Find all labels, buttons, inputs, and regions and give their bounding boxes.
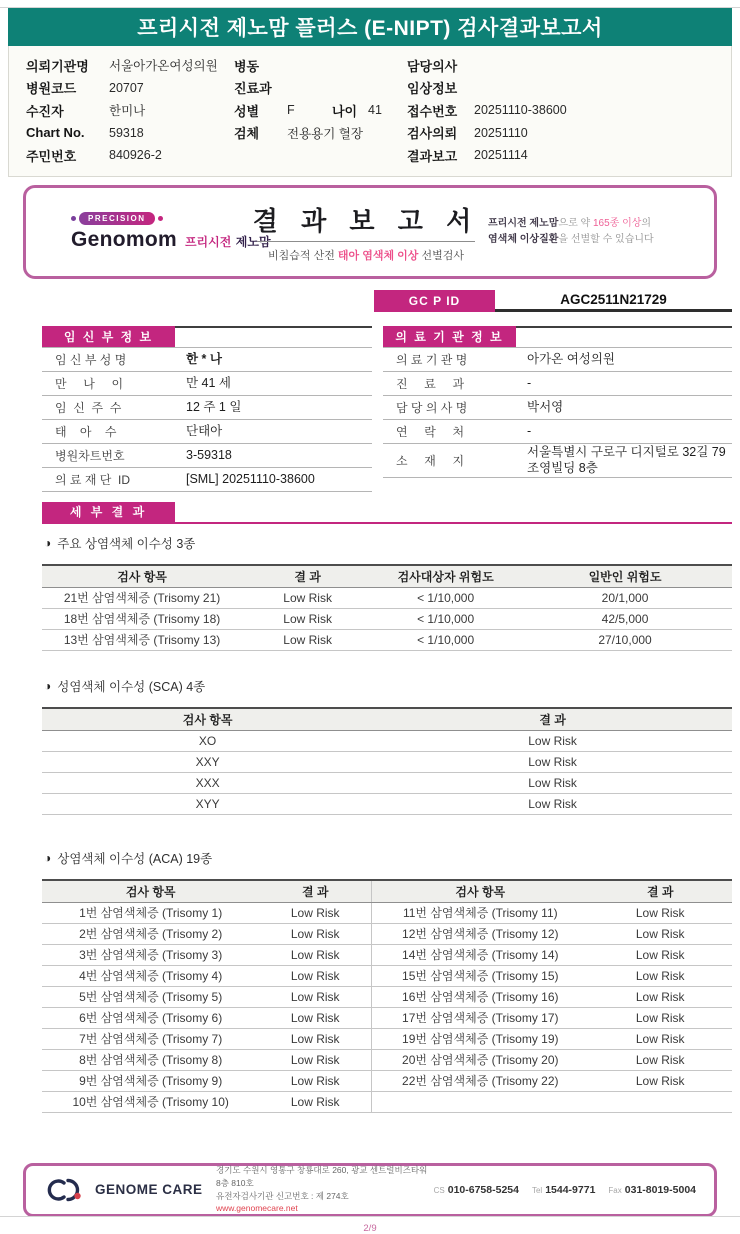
table-cell: Low Risk [635, 1073, 685, 1088]
table-cell: Low Risk [635, 989, 685, 1004]
field-label: 진료과 [234, 81, 272, 97]
report-headline [244, 201, 488, 263]
table-cell: 12번 삼염색체증 (Trisomy 12) [371, 924, 588, 944]
table-cell: - [527, 423, 532, 438]
table-row [42, 773, 732, 794]
table-cell: 22번 삼염색체증 (Trisomy 22) [371, 1071, 588, 1091]
table-cell: 소 재 지 [396, 453, 465, 468]
table-body [42, 903, 732, 1113]
table-cell: Low Risk [528, 775, 577, 790]
table-row [383, 372, 732, 396]
main-aneuploidy-subtitle [44, 534, 740, 552]
table-row [42, 468, 372, 492]
column-header: 결 과 [646, 884, 674, 899]
column-header: 검사 항목 [182, 712, 233, 727]
table-row [383, 396, 732, 420]
table-cell: Low Risk [290, 968, 340, 983]
patient-info-row [26, 122, 731, 145]
aca-subtitle [44, 849, 740, 867]
tagline-text: 의 [641, 218, 652, 229]
table-row [42, 752, 732, 773]
field-value: 20251110 [474, 125, 528, 140]
table-cell: 3번 삼염색체증 (Trisomy 3) [79, 948, 223, 962]
gcpid-value: AGC2511N21729 [495, 290, 732, 312]
table-row [42, 966, 732, 987]
table-row [42, 609, 732, 630]
precision-badge [71, 212, 244, 225]
table-cell: Low Risk [290, 905, 340, 920]
tagline-bold: 프리시전 제노맘 [488, 218, 559, 229]
table-cell: [SML] 20251110-38600 [186, 471, 315, 486]
table-row [42, 1071, 732, 1092]
table-row [42, 794, 732, 815]
table-cell: Low Risk [635, 1031, 685, 1046]
table-header-row [42, 709, 732, 731]
table-cell: 만 41 세 [186, 375, 231, 390]
table-cell: 의 료 기 관 명 [396, 352, 468, 367]
table-cell: - [527, 375, 532, 390]
table-cell: < 1/10,000 [417, 611, 475, 626]
table-row [42, 945, 732, 966]
half-circle-bullet-icon: ◑ [44, 535, 52, 550]
genomom-logo-text: Genomom [71, 227, 177, 251]
field-label: 병원코드 [26, 81, 77, 97]
contact-value: 031-8019-5004 [624, 1183, 696, 1196]
field-value: 20251114 [474, 148, 528, 163]
patient-info-row [26, 77, 731, 100]
table-cell: Low Risk [290, 947, 340, 962]
headline-divider [257, 241, 475, 242]
table-cell: 8번 삼염색체증 (Trisomy 8) [79, 1053, 223, 1067]
table-cell: 연 락 처 [396, 424, 465, 439]
table-cell: 진 료 과 [396, 376, 465, 391]
table-cell: Low Risk [290, 1052, 340, 1067]
table-header [383, 326, 732, 348]
tagline-bold: 염색체 이상질환 [488, 233, 559, 245]
table-cell: 임 신 부 성 명 [55, 352, 127, 367]
sca-subtitle [44, 677, 740, 695]
logo-sub-dark: 제노맘 [235, 234, 271, 249]
brand-tagline [488, 216, 714, 247]
field-label: Chart No. [26, 125, 85, 141]
table-cell: XO [198, 733, 217, 748]
table-cell: Low Risk [528, 754, 577, 769]
table-row [42, 1029, 732, 1050]
table-cell: Low Risk [635, 1010, 685, 1025]
maternal-info-title: 임 신 부 정 보 [42, 326, 175, 347]
table-cell: 27/10,000 [598, 632, 652, 647]
half-circle-bullet-icon: ◑ [44, 850, 52, 865]
table-cell: 임 신 주 수 [55, 400, 122, 415]
table-cell: Low Risk [635, 947, 685, 962]
table-row [42, 444, 372, 468]
table-cell: 42/5,000 [601, 611, 649, 626]
website-url: www.genomecare.net [216, 1203, 298, 1214]
table-cell: Low Risk [635, 905, 685, 920]
column-header: 일반인 위험도 [588, 569, 662, 584]
footer-box [23, 1163, 717, 1217]
table-cell: < 1/10,000 [417, 590, 475, 605]
table-cell: 19번 삼염색체증 (Trisomy 19) [371, 1029, 588, 1049]
table-header-row [42, 881, 732, 903]
address-line: 경기도 수원시 영통구 창룡대로 260, 광교 센트럴비즈타워 8층 810호 [216, 1165, 428, 1188]
column-header: 검사대상자 위험도 [397, 569, 494, 584]
precision-pill: PRECISION [79, 212, 155, 225]
table-row [42, 348, 372, 372]
contact-block [434, 1184, 696, 1196]
contact-value: 1544-9771 [545, 1183, 596, 1196]
sca-table [42, 707, 732, 815]
table-cell: 11번 삼염색체증 (Trisomy 11) [371, 903, 588, 923]
genome-care-logo-icon [44, 1177, 88, 1203]
registration-line: 유전자검사기관 신고번호 : 제 274호 [216, 1190, 349, 1201]
table-cell: 10번 삼염색체증 (Trisomy 10) [72, 1095, 229, 1109]
column-header: 검사 항목 [371, 881, 588, 902]
table-row [42, 903, 732, 924]
table-cell: Low Risk [290, 1031, 340, 1046]
table-row [42, 1008, 732, 1029]
table-cell: 한 * 나 [186, 351, 222, 366]
column-header: 결 과 [294, 569, 321, 584]
field-label: 주민번호 [26, 148, 77, 164]
table-cell: 20번 삼염색체증 (Trisomy 20) [371, 1050, 588, 1070]
badge-dot-icon [158, 216, 163, 221]
field-label: 성별 [234, 103, 260, 119]
table-body [42, 731, 732, 815]
table-cell: Low Risk [290, 1094, 340, 1109]
table-cell: Low Risk [528, 796, 577, 811]
table-cell: 7번 삼염색체증 (Trisomy 7) [79, 1032, 223, 1046]
tagline-text: 을 선별할 수 있습니다 [558, 233, 654, 245]
table-cell: 21번 삼염색체증 (Trisomy 21) [63, 591, 221, 605]
column-header: 결 과 [539, 712, 566, 727]
table-header [42, 326, 372, 348]
table-cell: 15번 삼염색체증 (Trisomy 15) [371, 966, 588, 986]
clinic-info-body [383, 348, 732, 479]
table-row [42, 1050, 732, 1071]
subsection-title: 주요 상염색체 이수성 3종 [57, 536, 196, 551]
table-row [42, 420, 372, 444]
table-cell: XXX [195, 775, 220, 790]
tagline-text: 으로 약 [558, 218, 593, 229]
genome-care-logo [44, 1177, 216, 1203]
table-cell: 12 주 1 일 [186, 399, 242, 414]
field-value: 전용용기 혈장 [287, 126, 363, 141]
table-cell: 의 료 재 단 ID [55, 472, 131, 487]
maternal-info-table [42, 326, 372, 492]
table-cell: 만 나 이 [55, 376, 124, 391]
field-label: 결과보고 [407, 148, 458, 164]
report-header-box [23, 185, 717, 279]
table-cell: 태 아 수 [55, 424, 117, 439]
table-cell: Low Risk [283, 632, 332, 647]
patient-info-row [26, 144, 731, 167]
table-row [42, 588, 732, 609]
table-header-row [42, 566, 732, 588]
table-cell: Low Risk [635, 968, 685, 983]
table-row [42, 731, 732, 752]
field-value: 840926-2 [109, 148, 162, 163]
field-label: 수진자 [26, 103, 64, 119]
company-name: GENOME CARE [95, 1182, 203, 1197]
table-cell: Low Risk [528, 733, 577, 748]
fax-number [608, 1184, 696, 1196]
table-cell: 9번 삼염색체증 (Trisomy 9) [79, 1074, 223, 1088]
field-value: 서울아가온여성의원 [109, 59, 218, 74]
table-cell: Low Risk [290, 926, 340, 941]
table-row [42, 372, 372, 396]
column-header: 결 과 [301, 884, 329, 899]
table-cell: Low Risk [290, 1073, 340, 1088]
field-label: 담당의사 [407, 58, 458, 74]
contact-label: Fax [608, 1185, 622, 1195]
table-row [383, 444, 732, 479]
table-cell: Low Risk [283, 590, 332, 605]
gcpid-label: GC P ID [374, 290, 495, 312]
info-tables-row [42, 326, 732, 492]
gcpid-row [42, 290, 732, 312]
field-label: 의뢰기관명 [26, 58, 89, 74]
table-cell: Low Risk [283, 611, 332, 626]
field-value: 59318 [109, 125, 144, 140]
table-cell: 아가온 여성의원 [527, 351, 615, 366]
badge-dot-icon [71, 216, 76, 221]
table-cell: Low Risk [635, 926, 685, 941]
table-row [42, 396, 372, 420]
field-value: 한미나 [109, 104, 146, 119]
table-body [42, 588, 732, 651]
table-row [42, 630, 732, 651]
contact-label: CS [433, 1185, 445, 1195]
field-label: 임상정보 [407, 81, 458, 97]
patient-info-row [26, 99, 731, 122]
table-cell: 병원차트번호 [55, 448, 125, 463]
cs-phone [434, 1184, 519, 1196]
table-cell: 17번 삼염색체증 (Trisomy 17) [371, 1008, 588, 1028]
subsection-title: 성염색체 이수성 (SCA) 4종 [57, 679, 206, 694]
field-label: 나이 [332, 103, 358, 119]
report-page [0, 8, 740, 1234]
table-cell: Low Risk [290, 989, 340, 1004]
contact-label: Tel [531, 1185, 543, 1195]
genomom-brand-block [26, 212, 271, 252]
patient-info-row [26, 54, 731, 77]
header-rule [175, 326, 372, 347]
logo-sub-pink: 프리시전 [184, 234, 232, 249]
table-cell: 1번 삼염색체증 (Trisomy 1) [79, 906, 223, 920]
subtitle-highlight: 태아 염색체 이상 [337, 249, 419, 262]
field-label: 병동 [234, 58, 260, 74]
column-header: 검사 항목 [117, 569, 167, 584]
table-cell: 담 당 의 사 명 [396, 400, 468, 415]
table-cell: < 1/10,000 [417, 632, 475, 647]
tel-phone [532, 1184, 595, 1196]
subtitle-text: 비침습적 산전 [268, 249, 338, 262]
table-cell: Low Risk [635, 1052, 685, 1067]
table-cell: 5번 삼염색체증 (Trisomy 5) [79, 990, 223, 1004]
report-headline-subtitle [244, 247, 488, 263]
table-cell: XXY [195, 754, 220, 769]
patient-info-section [8, 46, 732, 177]
table-cell: 3-59318 [186, 447, 232, 462]
report-title-bar [8, 8, 732, 46]
field-value: 20251110-38600 [474, 103, 567, 118]
clinic-info-title: 의 료 기 관 정 보 [383, 326, 516, 347]
table-cell: 14번 삼염색체증 (Trisomy 14) [371, 945, 588, 965]
table-cell: 서울특별시 구로구 디지털로 32길 79 조영빌딩 8층 [527, 444, 726, 476]
field-label: 검사의뢰 [407, 126, 458, 142]
table-cell: 13번 삼염색체증 (Trisomy 13) [63, 633, 221, 647]
main-aneuploidy-table [42, 564, 732, 651]
table-cell: 박서영 [527, 399, 564, 414]
column-header: 검사 항목 [125, 884, 176, 899]
subtitle-text: 선별검사 [418, 249, 464, 262]
field-value: 41 [368, 103, 382, 118]
subsection-title: 상염색체 이수성 (ACA) 19종 [57, 851, 213, 866]
table-cell: 20/1,000 [601, 590, 649, 605]
report-headline-title: 결 과 보 고 서 [252, 205, 480, 236]
field-value: F [287, 103, 295, 118]
page-number: 2/9 [363, 1222, 377, 1234]
field-value: 20707 [109, 80, 144, 95]
half-circle-bullet-icon: ◑ [44, 678, 52, 693]
table-cell: 18번 삼염색체증 (Trisomy 18) [63, 612, 221, 626]
clinic-info-table [383, 326, 732, 492]
table-cell: 4번 삼염색체증 (Trisomy 4) [79, 969, 223, 983]
table-cell [588, 1092, 732, 1112]
detail-results-section-header [42, 502, 732, 524]
company-address-block [216, 1164, 434, 1215]
table-cell: XYY [195, 796, 220, 811]
table-cell: 단태아 [186, 423, 223, 438]
header-rule [516, 326, 732, 347]
field-label: 접수번호 [407, 103, 458, 119]
table-cell: 6번 삼염색체증 (Trisomy 6) [79, 1011, 223, 1025]
table-cell: Low Risk [290, 1010, 340, 1025]
detail-results-badge: 세 부 결 과 [42, 502, 175, 522]
table-row [383, 348, 732, 372]
table-cell: 2번 삼염색체증 (Trisomy 2) [79, 927, 223, 941]
table-cell [371, 1092, 588, 1112]
report-title: 프리시전 제노맘 플러스 (E-NIPT) 검사결과보고서 [137, 17, 603, 40]
tagline-highlight: 165종 이상 [592, 218, 642, 229]
table-row [383, 420, 732, 444]
genomom-logo [71, 227, 271, 252]
table-row [42, 987, 732, 1008]
table-row [42, 924, 732, 945]
field-label: 검체 [234, 126, 260, 142]
aca-table [42, 879, 732, 1113]
table-row [42, 1092, 732, 1113]
contact-value: 010-6758-5254 [447, 1183, 519, 1196]
table-cell: 16번 삼염색체증 (Trisomy 16) [371, 987, 588, 1007]
maternal-info-body [42, 348, 372, 492]
